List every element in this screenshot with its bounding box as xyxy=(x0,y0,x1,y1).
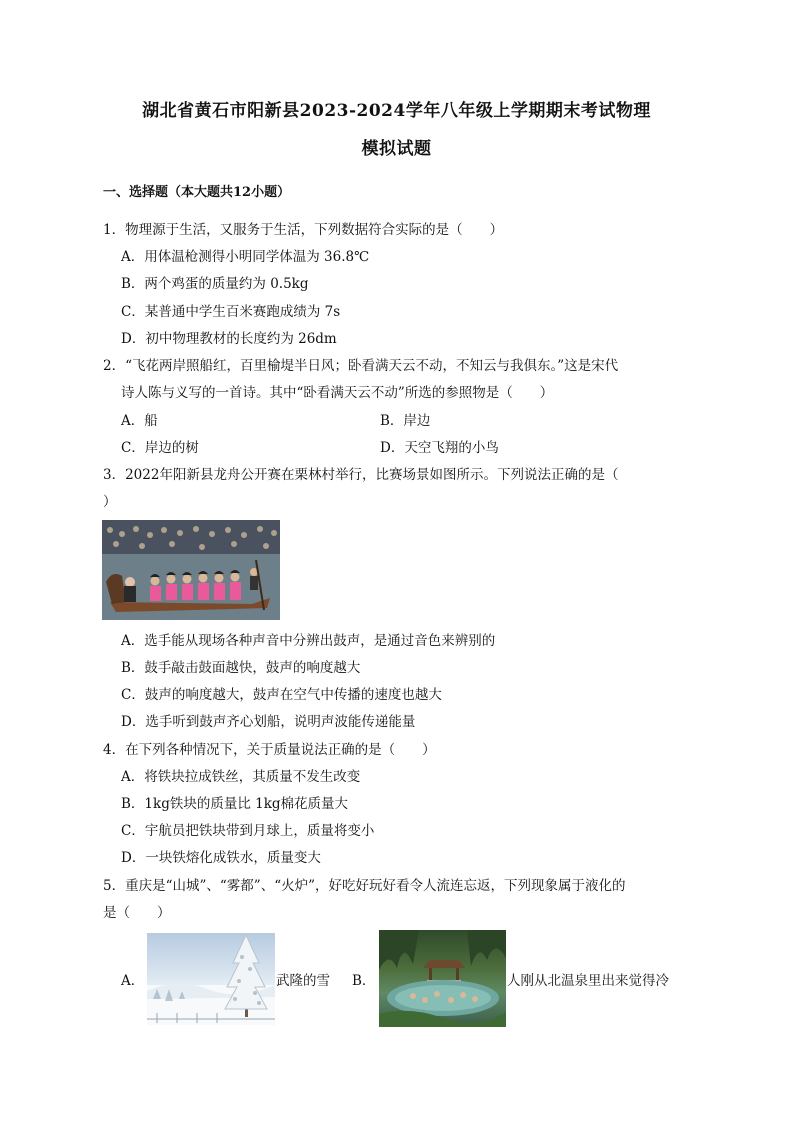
question-5-option-a-letter: A． xyxy=(121,973,145,989)
question-5-option-b-letter: B． xyxy=(352,973,376,989)
question-2-option-d: D．天空飞翔的小鸟 xyxy=(380,440,499,456)
question-3-option-c: C．鼓声的响度越大，鼓声在空气中传播的速度也越大 xyxy=(121,687,442,703)
question-1-option-c: C．某普通中学生百米赛跑成绩为 7s xyxy=(121,304,341,320)
question-5-stem-line2: 是（ ） xyxy=(103,905,171,921)
question-1-option-a: A．用体温枪测得小明同学体温为 36.8℃ xyxy=(121,249,370,265)
beiwenquan-spring-photo xyxy=(379,930,506,1027)
question-4-option-d: D．一块铁熔化成铁水，质量变大 xyxy=(121,850,321,866)
question-5-option-b-text: 人刚从北温泉里出来觉得冷 xyxy=(507,973,669,989)
question-2-option-a: A．船 xyxy=(121,413,158,429)
question-3-option-a: A．选手能从现场各种声音中分辨出鼓声，是通过音色来辨别的 xyxy=(121,633,496,649)
question-4-stem: 4．在下列各种情况下，关于质量说法正确的是（ ） xyxy=(103,742,436,758)
question-1-stem: 1．物理源于生活，又服务于生活，下列数据符合实际的是（ ） xyxy=(103,222,504,238)
question-4-option-c: C．宇航员把铁块带到月球上，质量将变小 xyxy=(121,823,375,839)
question-1-option-d: D．初中物理教材的长度约为 26dm xyxy=(121,331,337,347)
section-heading: 一、选择题（本大题共12小题） xyxy=(103,185,291,200)
question-2-option-b: B．岸边 xyxy=(380,413,431,429)
question-2-option-c: C．岸边的树 xyxy=(121,440,199,456)
page-title: 湖北省黄石市阳新县2023-2024学年八年级上学期期末考试物理 xyxy=(142,101,651,121)
question-4-option-b: B．1kg铁块的质量比 1kg棉花质量大 xyxy=(121,796,349,812)
question-3-option-b: B．鼓手敲击鼓面越快，鼓声的响度越大 xyxy=(121,660,361,676)
snow-tree-illustration xyxy=(147,933,275,1025)
question-2-stem-line2: 诗人陈与义写的一首诗。其中“卧看满天云不动”所选的参照物是（ ） xyxy=(121,385,554,401)
question-3-option-d: D．选手听到鼓声齐心划船，说明声波能传递能量 xyxy=(121,714,416,730)
question-4-option-a: A．将铁块拉成铁丝，其质量不发生改变 xyxy=(121,769,361,785)
wulong-snow-photo xyxy=(147,933,275,1025)
hot-spring-illustration xyxy=(379,930,506,1027)
question-3-stem-line1: 3．2022年阳新县龙舟公开赛在栗林村举行，比赛场景如图所示。下列说法正确的是（ xyxy=(103,467,619,483)
question-1-option-b: B．两个鸡蛋的质量约为 0.5kg xyxy=(121,276,309,292)
dragon-boat-photo xyxy=(102,520,280,620)
question-2-stem-line1: 2．“飞花两岸照船红，百里榆堤半日风；卧看满天云不动，不知云与我俱东。”这是宋代 xyxy=(103,358,619,374)
question-5-stem-line1: 5．重庆是“山城”、“雾都”、“火炉”，好吃好玩好看令人流连忘返，下列现象属于液化的 xyxy=(103,878,626,894)
dragon-boat-illustration xyxy=(102,520,280,620)
question-5-option-a-text: 武隆的雪 xyxy=(276,973,330,989)
question-3-stem-line2: ） xyxy=(103,494,117,510)
page-subtitle: 模拟试题 xyxy=(361,139,432,159)
